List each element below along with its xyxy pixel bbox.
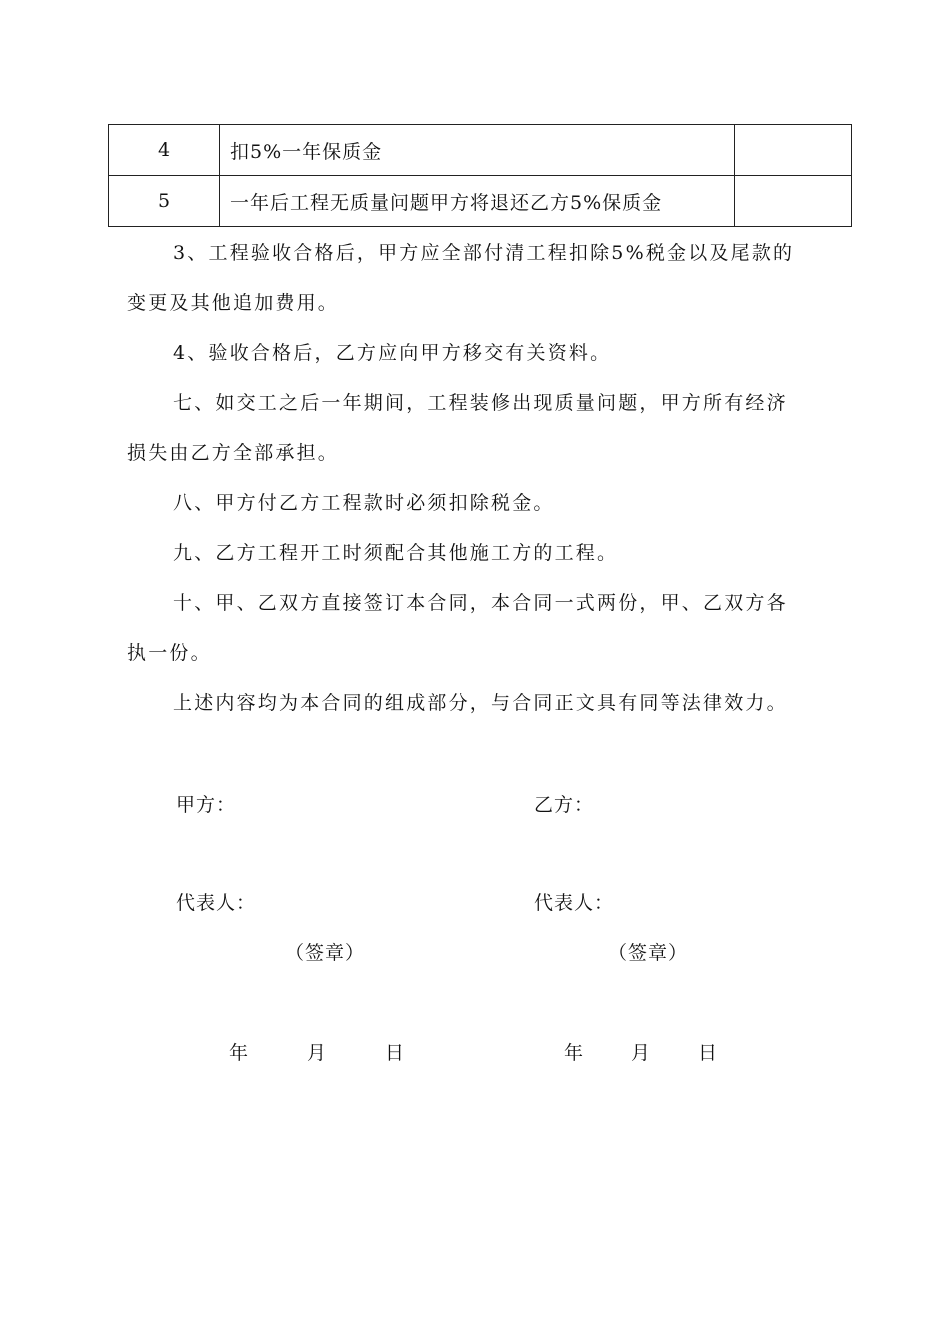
row-extra [735,125,852,176]
date-a-month: 月 [307,1042,328,1064]
row-description: 一年后工程无质量问题甲方将退还乙方5%保质金 [220,176,735,227]
date-a-day: 日 [385,1042,406,1064]
date-b-day: 日 [698,1042,719,1064]
closing-statement: 上述内容均为本合同的组成部分，与合同正文具有同等法律效力。 [173,692,788,714]
date-a-year: 年 [229,1042,250,1064]
clause-10-line-1: 十、甲、乙双方直接签订本合同，本合同一式两份，甲、乙双方各 [173,592,788,614]
row-number: 4 [109,125,220,176]
seal-b-label: （签章） [608,942,689,964]
row-extra [735,176,852,227]
clause-3-line-2: 变更及其他追加费用。 [127,292,340,314]
party-b-label: 乙方： [534,794,595,816]
date-b-year: 年 [564,1042,585,1064]
representative-b-label: 代表人： [534,892,615,914]
clause-3-line-1: 3、工程验收合格后，甲方应全部付清工程扣除5%税金以及尾款的 [173,242,795,264]
table-row [109,176,852,227]
party-a-label: 甲方： [176,794,237,816]
row-number: 5 [109,176,220,227]
clause-4: 4、验收合格后，乙方应向甲方移交有关资料。 [173,342,612,364]
clause-7-line-2: 损失由乙方全部承担。 [127,442,340,464]
table-row [109,125,852,176]
date-b-month: 月 [631,1042,652,1064]
payment-table [108,124,852,227]
seal-a-label: （签章） [285,942,366,964]
clause-8: 八、甲方付乙方工程款时必须扣除税金。 [173,492,555,514]
clause-7-line-1: 七、如交工之后一年期间，工程装修出现质量问题，甲方所有经济 [173,392,788,414]
representative-a-label: 代表人： [176,892,257,914]
row-description: 扣5%一年保质金 [220,125,735,176]
clause-10-line-2: 执一份。 [127,642,212,664]
clause-9: 九、乙方工程开工时须配合其他施工方的工程。 [173,542,619,564]
